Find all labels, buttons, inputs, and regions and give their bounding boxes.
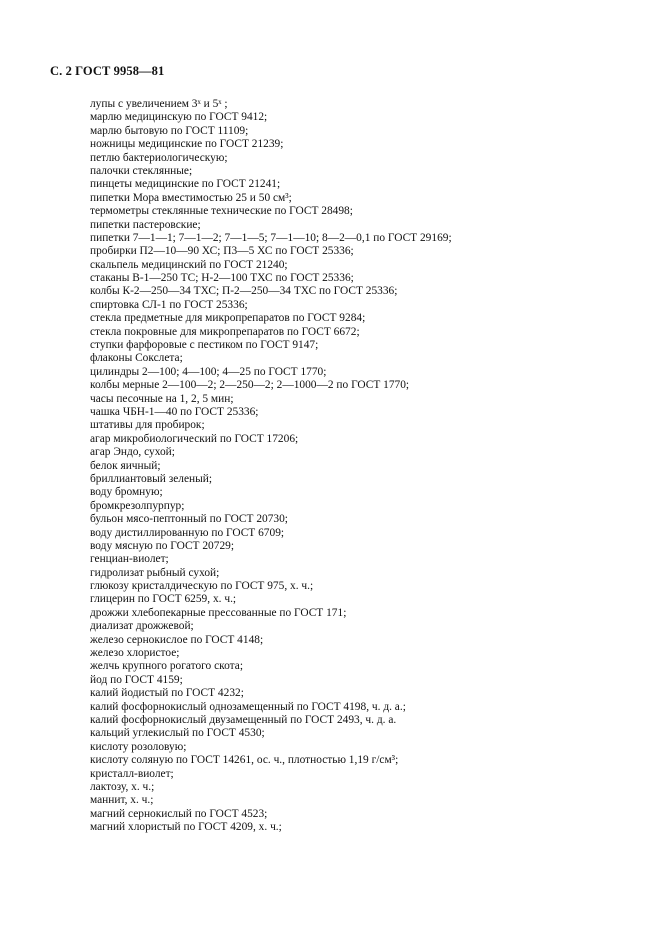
list-item: бульон мясо-пептонный по ГОСТ 20730; — [90, 513, 288, 526]
list-item: кислоту розоловую; — [90, 740, 187, 753]
list-item: пипетки 7—1—1; 7—1—2; 7—1—5; 7—1—10; 8—2—0,1 по ГОСТ 29169; — [90, 231, 452, 244]
list-item: скальпель медицинский по ГОСТ 21240; — [90, 258, 288, 271]
list-item: воду бромную; — [90, 486, 163, 499]
list-item: марлю медицинскую по ГОСТ 9412; — [90, 111, 268, 124]
list-item: гидролизат рыбный сухой; — [90, 566, 220, 579]
list-item: маннит, х. ч.; — [90, 794, 154, 807]
list-item: пинцеты медицинские по ГОСТ 21241; — [90, 178, 281, 191]
list-item: лактозу, х. ч.; — [90, 780, 155, 793]
list-item: петлю бактериологическую; — [90, 151, 228, 164]
list-item: глюкозу кристалдическую по ГОСТ 975, х. ч.; — [90, 580, 314, 593]
list-item: цилиндры 2—100; 4—100; 4—25 по ГОСТ 1770; — [90, 365, 327, 378]
list-item: часы песочные на 1, 2, 5 мин; — [90, 392, 234, 405]
materials-list — [90, 98, 630, 834]
list-item: палочки стеклянные; — [90, 164, 193, 177]
list-item: диализат дрожжевой; — [90, 620, 194, 633]
list-item: железо хлористое; — [90, 647, 180, 660]
list-item: дрожжи хлебопекарные прессованные по ГОСТ 171; — [90, 606, 347, 619]
list-item: пипетки Мора вместимостью 25 и 50 см³; — [90, 191, 292, 204]
list-item: марлю бытовую по ГОСТ 11109; — [90, 124, 249, 137]
list-item: глицерин по ГОСТ 6259, х. ч.; — [90, 593, 237, 606]
list-item: железо сернокислое по ГОСТ 4148; — [90, 633, 264, 646]
list-item: калий фосфорнокислый однозамещенный по ГОСТ 4198, ч. д. а.; — [90, 700, 406, 713]
list-item: штативы для пробирок; — [90, 419, 205, 432]
list-item: генциан-виолет; — [90, 553, 169, 566]
list-item: чашка ЧБН-1—40 по ГОСТ 25336; — [90, 405, 259, 418]
list-item: бриллиантовый зеленый; — [90, 472, 213, 485]
list-item: спиртовка СЛ-1 по ГОСТ 25336; — [90, 298, 248, 311]
page-header: С. 2 ГОСТ 9958—81 — [50, 64, 165, 78]
list-item: воду дистиллированную по ГОСТ 6709; — [90, 526, 285, 539]
list-item: стаканы В-1—250 ТС; Н-2—100 ТХС по ГОСТ 25336; — [90, 272, 354, 285]
list-item: калий фосфорнокислый двузамещенный по ГОСТ 2493, ч. д. а. — [90, 713, 397, 726]
list-item: стекла предметные для микропрепаратов по ГОСТ 9284; — [90, 312, 366, 325]
list-item: калий йодистый по ГОСТ 4232; — [90, 687, 244, 700]
list-item: ножницы медицинские по ГОСТ 21239; — [90, 138, 284, 151]
list-item: кальций углекислый по ГОСТ 4530; — [90, 727, 265, 740]
list-item: колбы К-2—250—34 ТХС; П-2—250—34 ТХС по ГОСТ 25336; — [90, 285, 398, 298]
list-item: агар Эндо, сухой; — [90, 446, 175, 459]
list-item: термометры стеклянные технические по ГОСТ 28498; — [90, 205, 353, 218]
list-item: воду мясную по ГОСТ 20729; — [90, 539, 235, 552]
list-item: флаконы Сокслета; — [90, 352, 183, 365]
list-item: магний сернокислый по ГОСТ 4523; — [90, 807, 268, 820]
list-item: пробирки П2—10—90 ХС; П3—5 ХС по ГОСТ 25336; — [90, 245, 354, 258]
list-item: стекла покровные для микропрепаратов по ГОСТ 6672; — [90, 325, 360, 338]
list-item: бромкрезолпурпур; — [90, 499, 185, 512]
list-item: магний хлористый по ГОСТ 4209, х. ч.; — [90, 821, 282, 834]
list-item: лупы с увеличением 3ˣ и 5ˣ ; — [90, 98, 228, 110]
list-item: кристалл-виолет; — [90, 767, 174, 780]
list-item: желчь крупного рогатого скота; — [90, 660, 243, 673]
list-item: пипетки пастеровские; — [90, 218, 201, 231]
list-item: колбы мерные 2—100—2; 2—250—2; 2—1000—2 по ГОСТ 1770; — [90, 379, 410, 392]
list-item: агар микробиологический по ГОСТ 17206; — [90, 432, 299, 445]
list-item: белок яичный; — [90, 459, 161, 472]
list-item: йод по ГОСТ 4159; — [90, 673, 183, 686]
list-item: ступки фарфоровые с пестиком по ГОСТ 9147; — [90, 339, 319, 352]
list-item: кислоту соляную по ГОСТ 14261, ос. ч., плотностью 1,19 г/см³; — [90, 754, 399, 767]
